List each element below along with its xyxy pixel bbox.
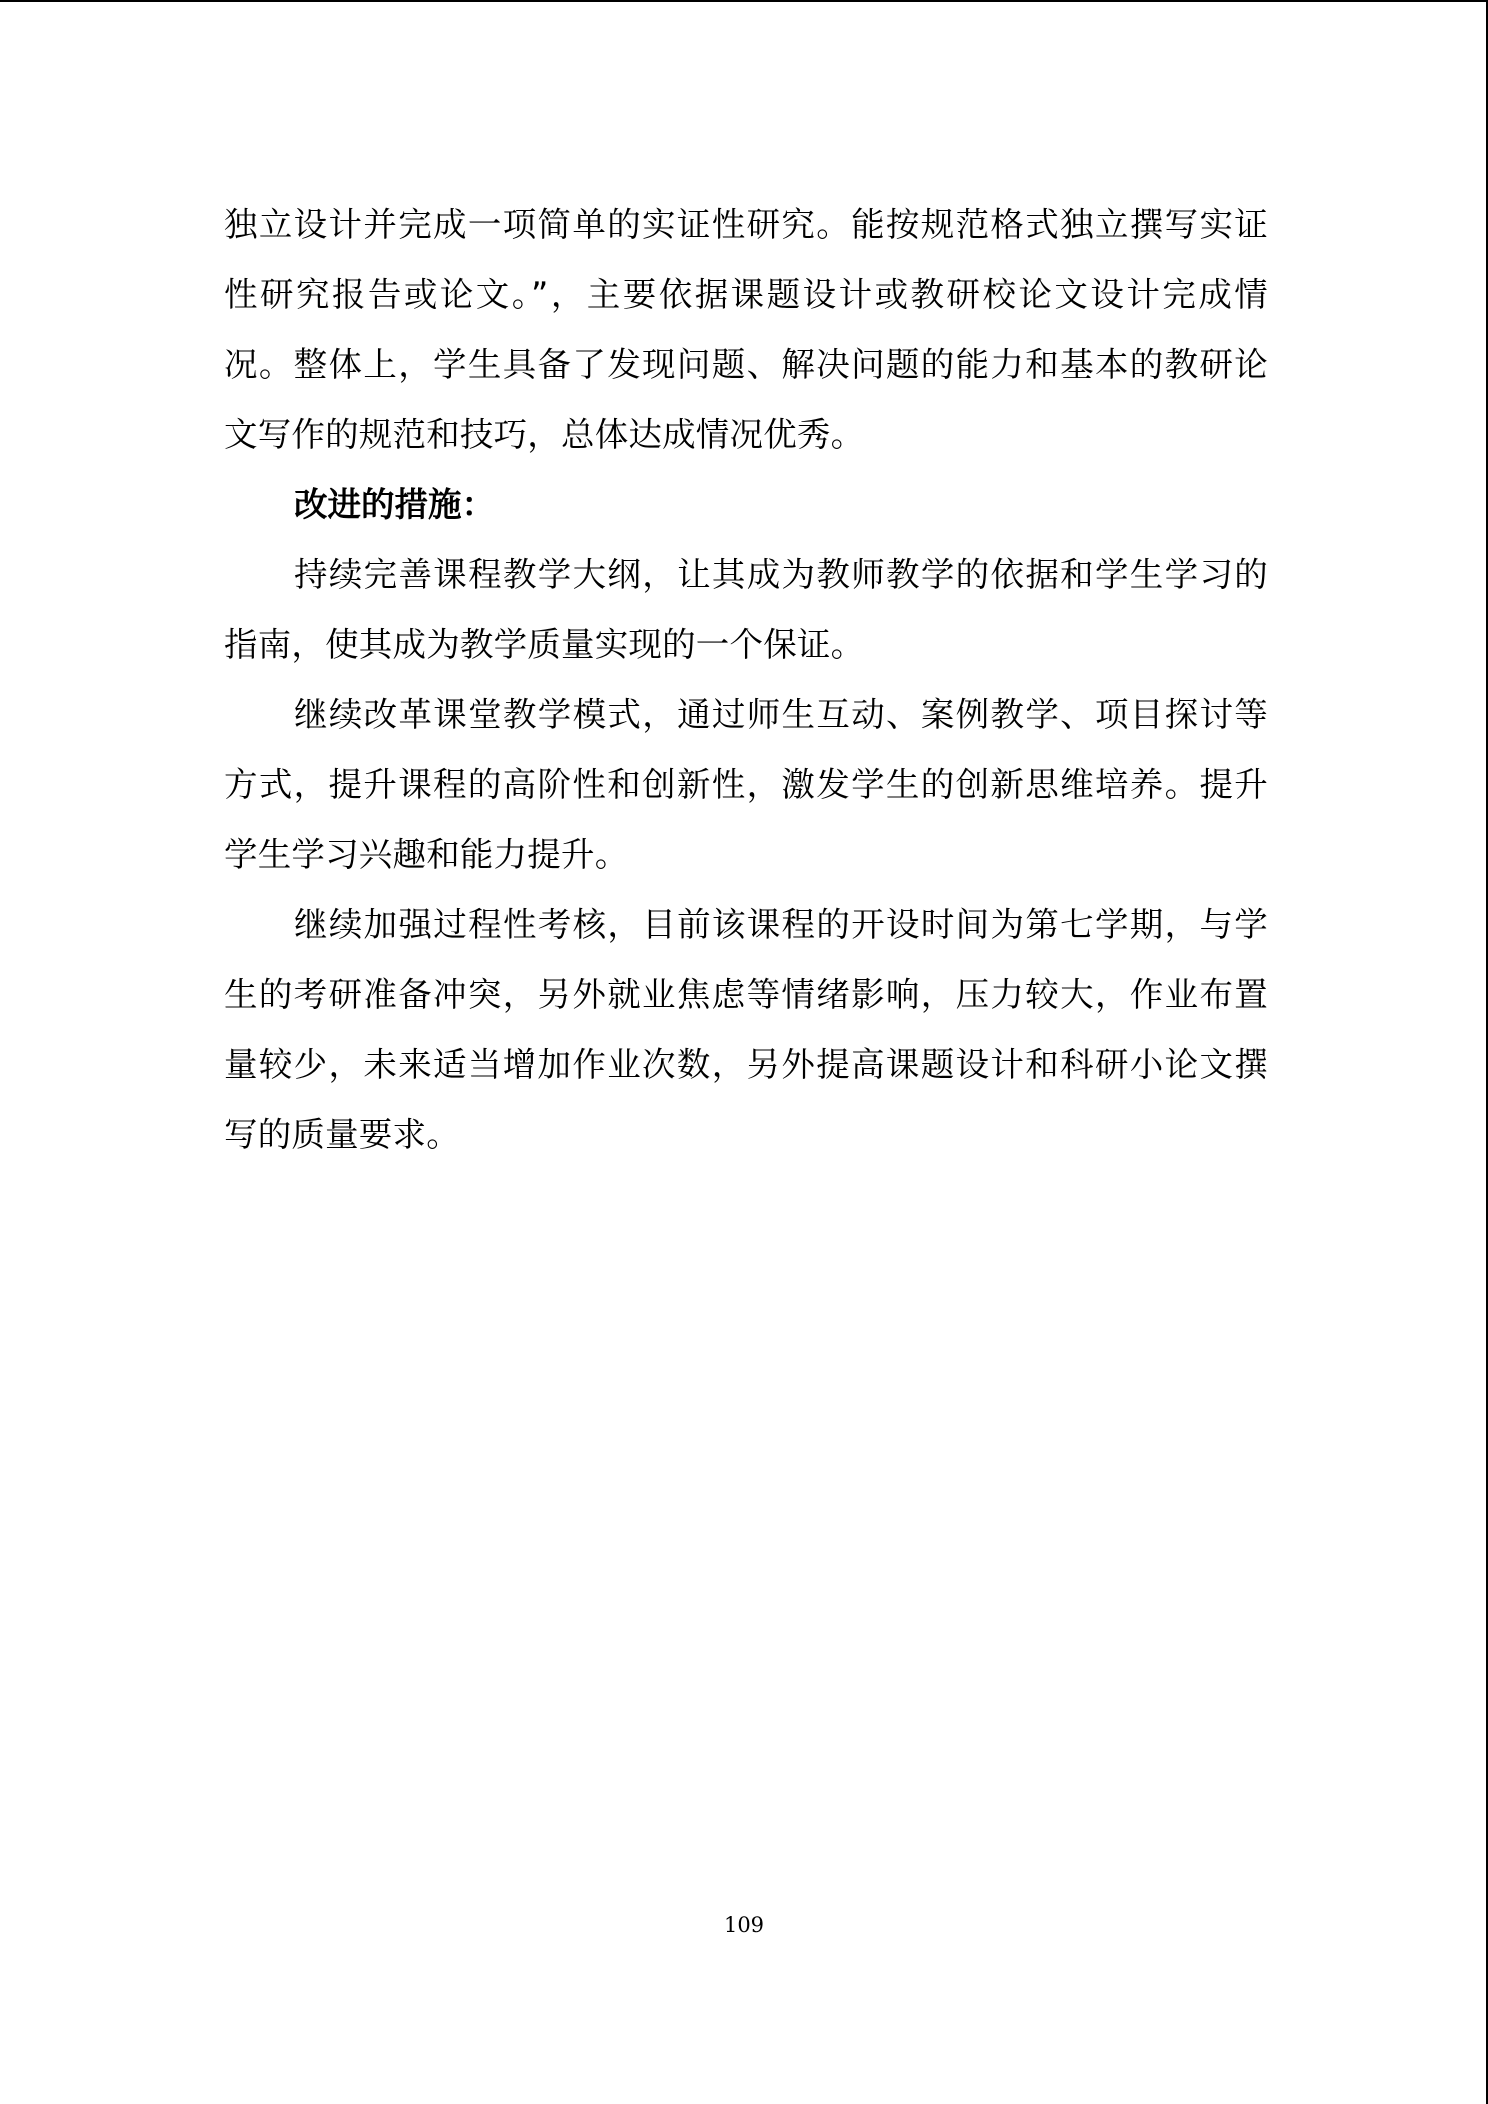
paragraph-syllabus: 持续完善课程教学大纲，让其成为教师教学的依据和学生学习的指南，使其成为教学质量实现的一个保证。 (224, 555, 1268, 664)
paragraph-teaching-mode: 继续改革课堂教学模式，通过师生互动、案例教学、项目探讨等方式，提升课程的高阶性和创新性，激发学生的创新思维培养。提升学生学习兴趣和能力提升。 (224, 695, 1268, 874)
paragraph-continuation: 独立设计并完成一项简单的实证性研究。能按规范格式独立撰写实证性研究报告或论文。”，主要依据课题设计或教研校论文设计完成情况。整体上，学生具备了发现问题、解决问题的能力和基本的教研论文写作的规范和技巧，总体达成情况优秀。 (224, 205, 1268, 454)
paragraph-assessment: 继续加强过程性考核，目前该课程的开设时间为第七学期，与学生的考研准备冲突，另外就业焦虑等情绪影响，压力较大，作业布置量较少，未来适当增加作业次数，另外提高课题设计和科研小论文撰写的质量要求。 (224, 905, 1268, 1154)
page-number: 109 (723, 1913, 765, 1937)
document-body (224, 190, 1268, 1170)
section-heading-improvements: 改进的措施： (294, 485, 495, 524)
